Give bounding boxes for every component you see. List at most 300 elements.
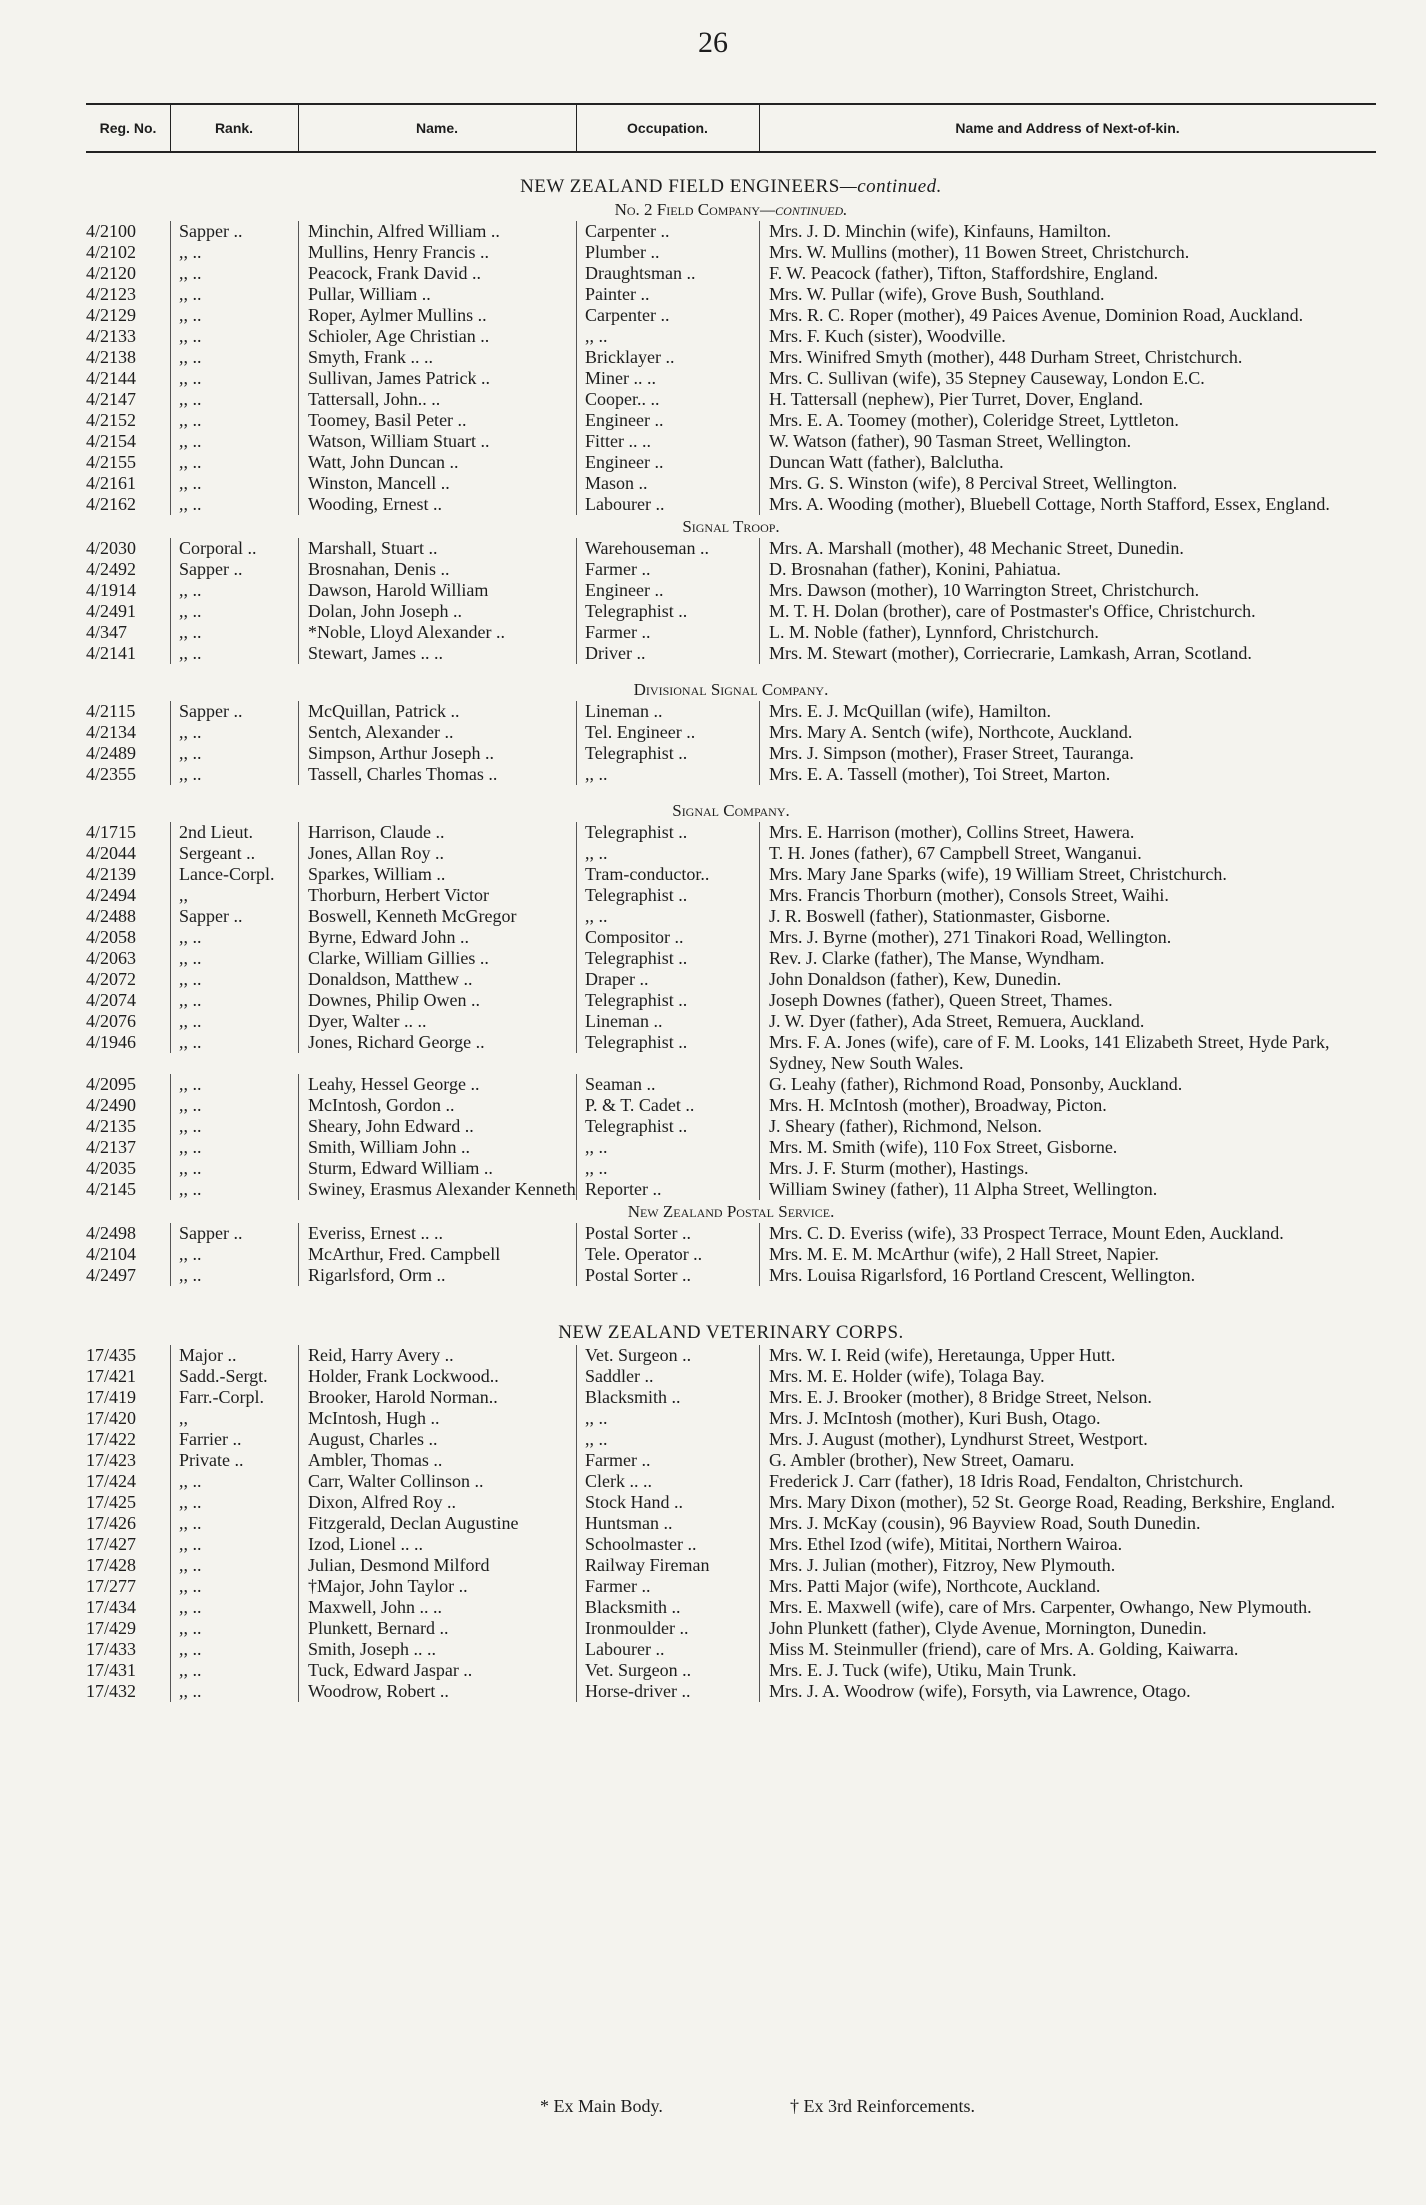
table-row (86, 1534, 1376, 1555)
table-row (86, 347, 1376, 368)
reg-no-cell: 4/2030 (86, 538, 137, 558)
occupation-cell: Postal Sorter .. (576, 1223, 759, 1244)
rank-cell: ,, .. (170, 1011, 298, 1032)
occupation-cell: Telegraphist .. (576, 601, 759, 622)
next-of-kin-cell: Mrs. H. McIntosh (mother), Broadway, Picton. (759, 1095, 1376, 1116)
name-cell: McIntosh, Gordon .. (298, 1095, 576, 1116)
name-cell: Fitzgerald, Declan Augustine (298, 1513, 576, 1534)
table-row (86, 1223, 1376, 1244)
next-of-kin-cell: Mrs. E. A. Tassell (mother), Toi Street, Marton. (759, 764, 1376, 785)
rank-cell: ,, .. (170, 1660, 298, 1681)
reg-no-cell: 17/432 (86, 1681, 137, 1701)
section-title (86, 1322, 1376, 1343)
reg-no-cell: 4/2492 (86, 559, 137, 579)
rank-cell: ,, .. (170, 1179, 298, 1200)
rank-cell: ,, .. (170, 927, 298, 948)
rank-cell: Sadd.-Sergt. (170, 1366, 298, 1387)
reg-no-cell: 4/2489 (86, 743, 137, 763)
next-of-kin-cell: Mrs. W. Mullins (mother), 11 Bowen Street, Christchurch. (759, 242, 1376, 263)
rank-cell: ,, .. (170, 1116, 298, 1137)
table-row (86, 1032, 1376, 1074)
reg-no-cell: 4/2491 (86, 601, 137, 621)
next-of-kin-cell: John Plunkett (father), Clyde Avenue, Mornington, Dunedin. (759, 1618, 1376, 1639)
table-row (86, 221, 1376, 242)
next-of-kin-cell: Mrs. A. Marshall (mother), 48 Mechanic Street, Dunedin. (759, 538, 1376, 559)
next-of-kin-cell: Mrs. A. Wooding (mother), Bluebell Cottage, North Stafford, Essex, England. (759, 494, 1376, 515)
next-of-kin-cell: Mrs. W. I. Reid (wife), Heretaunga, Upper Hutt. (759, 1345, 1376, 1366)
name-cell: August, Charles .. (298, 1429, 576, 1450)
name-cell: Dyer, Walter .. .. (298, 1011, 576, 1032)
occupation-cell: Schoolmaster .. (576, 1534, 759, 1555)
table-row (86, 559, 1376, 580)
occupation-cell: Draper .. (576, 969, 759, 990)
occupation-cell: Cooper.. .. (576, 389, 759, 410)
table-row (86, 580, 1376, 601)
occupation-cell: Bricklayer .. (576, 347, 759, 368)
reg-no-cell: 4/2144 (86, 368, 137, 388)
occupation-cell: Miner .. .. (576, 368, 759, 389)
section-title-suffix: —continued. (839, 176, 942, 197)
rank-cell: ,, .. (170, 389, 298, 410)
table-row (86, 1555, 1376, 1576)
occupation-cell: Ironmoulder .. (576, 1618, 759, 1639)
occupation-cell: ,, .. (576, 1408, 759, 1429)
next-of-kin-cell: Mrs. C. Sullivan (wife), 35 Stepney Causeway, London E.C. (759, 368, 1376, 389)
reg-no-cell: 4/2162 (86, 494, 137, 514)
name-cell: Watt, John Duncan .. (298, 452, 576, 473)
next-of-kin-cell: Mrs. J. McIntosh (mother), Kuri Bush, Otago. (759, 1408, 1376, 1429)
table-row (86, 969, 1376, 990)
rank-cell: Major .. (170, 1345, 298, 1366)
name-cell: Sullivan, James Patrick .. (298, 368, 576, 389)
occupation-cell: Seaman .. (576, 1074, 759, 1095)
rank-cell: Farrier .. (170, 1429, 298, 1450)
occupation-cell: Engineer .. (576, 452, 759, 473)
name-cell: Tuck, Edward Jaspar .. (298, 1660, 576, 1681)
table-row (86, 263, 1376, 284)
table-row (86, 242, 1376, 263)
reg-no-cell: 4/2137 (86, 1137, 137, 1157)
name-cell: McQuillan, Patrick .. (298, 701, 576, 722)
name-cell: Simpson, Arthur Joseph .. (298, 743, 576, 764)
next-of-kin-cell: Mrs. C. D. Everiss (wife), 33 Prospect Terrace, Mount Eden, Auckland. (759, 1223, 1376, 1244)
section-title (86, 176, 1376, 197)
occupation-cell: Tele. Operator .. (576, 1244, 759, 1265)
table-row (86, 1492, 1376, 1513)
reg-no-cell: 4/2129 (86, 305, 137, 325)
rank-cell: ,, .. (170, 764, 298, 785)
table-row (86, 1265, 1376, 1286)
name-cell: Mullins, Henry Francis .. (298, 242, 576, 263)
reg-no-cell: 17/429 (86, 1618, 137, 1638)
rank-cell: ,, .. (170, 948, 298, 969)
name-cell: Sentch, Alexander .. (298, 722, 576, 743)
name-cell: Everiss, Ernest .. .. (298, 1223, 576, 1244)
rank-cell: ,, (170, 885, 298, 906)
table-row (86, 1471, 1376, 1492)
rank-cell: ,, .. (170, 969, 298, 990)
rank-cell: ,, .. (170, 1492, 298, 1513)
header-occupation: Occupation. (627, 120, 708, 136)
table-row (86, 1345, 1376, 1366)
table-row (86, 494, 1376, 515)
rank-cell: ,, .. (170, 722, 298, 743)
next-of-kin-cell: Mrs. W. Pullar (wife), Grove Bush, Southland. (759, 284, 1376, 305)
occupation-cell: Blacksmith .. (576, 1387, 759, 1408)
section-subtitle (86, 1201, 1376, 1222)
table-row (86, 948, 1376, 969)
rank-cell: Private .. (170, 1450, 298, 1471)
rank-cell: ,, .. (170, 242, 298, 263)
name-cell: Peacock, Frank David .. (298, 263, 576, 284)
occupation-cell: ,, .. (576, 1158, 759, 1179)
name-cell: Sparkes, William .. (298, 864, 576, 885)
name-cell: Marshall, Stuart .. (298, 538, 576, 559)
next-of-kin-cell: Rev. J. Clarke (father), The Manse, Wyndham. (759, 948, 1376, 969)
table-row (86, 864, 1376, 885)
name-cell: Pullar, William .. (298, 284, 576, 305)
table-row (86, 389, 1376, 410)
section-subtitle (86, 800, 1376, 821)
reg-no-cell: 4/2494 (86, 885, 137, 905)
next-of-kin-cell: J. R. Boswell (father), Stationmaster, Gisborne. (759, 906, 1376, 927)
table-row (86, 1660, 1376, 1681)
occupation-cell: Engineer .. (576, 410, 759, 431)
table-row (86, 843, 1376, 864)
rank-cell: Sapper .. (170, 906, 298, 927)
next-of-kin-cell: John Donaldson (father), Kew, Dunedin. (759, 969, 1376, 990)
next-of-kin-cell: Mrs. J. Byrne (mother), 271 Tinakori Road, Wellington. (759, 927, 1376, 948)
rank-cell: ,, .. (170, 1681, 298, 1702)
section-subtitle (86, 516, 1376, 537)
reg-no-cell: 17/277 (86, 1576, 137, 1596)
name-cell: Izod, Lionel .. .. (298, 1534, 576, 1555)
next-of-kin-cell: L. M. Noble (father), Lynnford, Christchurch. (759, 622, 1376, 643)
occupation-cell: Farmer .. (576, 1450, 759, 1471)
page-number: 26 (698, 26, 728, 59)
rank-cell: Sapper .. (170, 559, 298, 580)
reg-no-cell: 4/2035 (86, 1158, 137, 1178)
name-cell: Holder, Frank Lockwood.. (298, 1366, 576, 1387)
reg-no-cell: 4/2072 (86, 969, 137, 989)
name-cell: Toomey, Basil Peter .. (298, 410, 576, 431)
table-row (86, 1095, 1376, 1116)
table-row (86, 990, 1376, 1011)
rank-cell: Sapper .. (170, 701, 298, 722)
table-row (86, 643, 1376, 664)
rank-cell: ,, .. (170, 368, 298, 389)
name-cell: Tattersall, John.. .. (298, 389, 576, 410)
reg-no-cell: 4/2135 (86, 1116, 137, 1136)
name-cell: Downes, Philip Owen .. (298, 990, 576, 1011)
occupation-cell: Clerk .. .. (576, 1471, 759, 1492)
rank-cell: ,, .. (170, 452, 298, 473)
name-cell: *Noble, Lloyd Alexander .. (298, 622, 576, 643)
table-row (86, 1639, 1376, 1660)
section-subtitle-text: New Zealand Postal Service. (627, 1202, 835, 1221)
rank-cell: ,, (170, 1408, 298, 1429)
roll-section (86, 1201, 1376, 1286)
reg-no-cell: 4/2074 (86, 990, 137, 1010)
table-row (86, 305, 1376, 326)
next-of-kin-cell: Mrs. Mary Jane Sparks (wife), 19 William Street, Christchurch. (759, 864, 1376, 885)
name-cell: Boswell, Kenneth McGregor (298, 906, 576, 927)
occupation-cell: Farmer .. (576, 622, 759, 643)
reg-no-cell: 17/434 (86, 1597, 137, 1617)
name-cell: Schioler, Age Christian .. (298, 326, 576, 347)
table-row (86, 326, 1376, 347)
name-cell: Carr, Walter Collinson .. (298, 1471, 576, 1492)
next-of-kin-cell: Joseph Downes (father), Queen Street, Thames. (759, 990, 1376, 1011)
header-rank: Rank. (214, 120, 254, 136)
table-row (86, 284, 1376, 305)
name-cell: Jones, Richard George .. (298, 1032, 576, 1053)
name-cell: Leahy, Hessel George .. (298, 1074, 576, 1095)
next-of-kin-cell: Mrs. F. A. Jones (wife), care of F. M. Looks, 141 Elizabeth Street, Hyde Park, Sydney, New South Wales. (759, 1032, 1376, 1074)
name-cell: Brooker, Harold Norman.. (298, 1387, 576, 1408)
reg-no-cell: 4/1715 (86, 822, 137, 842)
occupation-cell: Huntsman .. (576, 1513, 759, 1534)
table-row (86, 1429, 1376, 1450)
table-row (86, 1244, 1376, 1265)
name-cell: Dolan, John Joseph .. (298, 601, 576, 622)
name-cell: Watson, William Stuart .. (298, 431, 576, 452)
occupation-cell: Farmer .. (576, 559, 759, 580)
table-row (86, 622, 1376, 643)
name-cell: Wooding, Ernest .. (298, 494, 576, 515)
occupation-cell: Telegraphist .. (576, 885, 759, 906)
name-cell: Harrison, Claude .. (298, 822, 576, 843)
rank-cell: Sapper .. (170, 221, 298, 242)
table-row (86, 1450, 1376, 1471)
rank-cell: ,, .. (170, 990, 298, 1011)
table-row (86, 701, 1376, 722)
next-of-kin-cell: Mrs. E. J. Tuck (wife), Utiku, Main Trunk. (759, 1660, 1376, 1681)
section-subtitle-suffix: —continued. (760, 200, 848, 219)
name-cell: Tassell, Charles Thomas .. (298, 764, 576, 785)
header-next-of-kin: Name and Address of Next-of-kin. (955, 120, 1180, 136)
reg-no-cell: 17/420 (86, 1408, 137, 1428)
table-row (86, 1179, 1376, 1200)
table-row (86, 538, 1376, 559)
occupation-cell: Mason .. (576, 473, 759, 494)
table-row (86, 822, 1376, 843)
rank-cell: ,, .. (170, 1597, 298, 1618)
next-of-kin-cell: Mrs. E. A. Toomey (mother), Coleridge Street, Lyttleton. (759, 410, 1376, 431)
occupation-cell: Vet. Surgeon .. (576, 1345, 759, 1366)
next-of-kin-cell: W. Watson (father), 90 Tasman Street, Wellington. (759, 431, 1376, 452)
reg-no-cell: 4/2095 (86, 1074, 137, 1094)
occupation-cell: Lineman .. (576, 1011, 759, 1032)
table-row (86, 927, 1376, 948)
section-title-text: NEW ZEALAND FIELD ENGINEERS (520, 176, 840, 197)
next-of-kin-cell: Mrs. G. S. Winston (wife), 8 Percival Street, Wellington. (759, 473, 1376, 494)
next-of-kin-cell: Mrs. M. E. Holder (wife), Tolaga Bay. (759, 1366, 1376, 1387)
section-subtitle (86, 199, 1376, 220)
table-row (86, 1366, 1376, 1387)
roll-section (86, 785, 1376, 1200)
occupation-cell: Telegraphist .. (576, 822, 759, 843)
table-row (86, 906, 1376, 927)
name-cell: Thorburn, Herbert Victor (298, 885, 576, 906)
next-of-kin-cell: Mrs. R. C. Roper (mother), 49 Paices Avenue, Dominion Road, Auckland. (759, 305, 1376, 326)
next-of-kin-cell: Mrs. Mary A. Sentch (wife), Northcote, Auckland. (759, 722, 1376, 743)
occupation-cell: Horse-driver .. (576, 1681, 759, 1702)
rank-cell: ,, .. (170, 284, 298, 305)
occupation-cell: Reporter .. (576, 1179, 759, 1200)
reg-no-cell: 4/2133 (86, 326, 137, 346)
rank-cell: ,, .. (170, 1618, 298, 1639)
occupation-cell: Telegraphist .. (576, 948, 759, 969)
next-of-kin-cell: Mrs. E. Maxwell (wife), care of Mrs. Carpenter, Owhango, New Plymouth. (759, 1597, 1376, 1618)
occupation-cell: ,, .. (576, 1429, 759, 1450)
rank-cell: ,, .. (170, 1265, 298, 1286)
table-row (86, 885, 1376, 906)
next-of-kin-cell: Mrs. J. August (mother), Lyndhurst Street, Westport. (759, 1429, 1376, 1450)
name-cell: Swiney, Erasmus Alexander Kenneth (298, 1179, 576, 1200)
section-subtitle-text: Signal Troop. (682, 517, 780, 536)
reg-no-cell: 4/2161 (86, 473, 137, 493)
occupation-cell: Engineer .. (576, 580, 759, 601)
next-of-kin-cell: Mrs. Louisa Rigarlsford, 16 Portland Crescent, Wellington. (759, 1265, 1376, 1286)
reg-no-cell: 4/2154 (86, 431, 137, 451)
reg-no-cell: 4/2123 (86, 284, 137, 304)
occupation-cell: ,, .. (576, 843, 759, 864)
next-of-kin-cell: Mrs. E. Harrison (mother), Collins Street, Hawera. (759, 822, 1376, 843)
next-of-kin-cell: Mrs. E. J. Brooker (mother), 8 Bridge Street, Nelson. (759, 1387, 1376, 1408)
name-cell: Stewart, James .. .. (298, 643, 576, 664)
reg-no-cell: 4/2490 (86, 1095, 137, 1115)
name-cell: Dawson, Harold William (298, 580, 576, 601)
occupation-cell: Blacksmith .. (576, 1597, 759, 1618)
name-cell: Smyth, Frank .. .. (298, 347, 576, 368)
next-of-kin-cell: William Swiney (father), 11 Alpha Street, Wellington. (759, 1179, 1376, 1200)
reg-no-cell: 4/2145 (86, 1179, 137, 1199)
name-cell: McArthur, Fred. Campbell (298, 1244, 576, 1265)
table-row (86, 1618, 1376, 1639)
next-of-kin-cell: Mrs. Patti Major (wife), Northcote, Auckland. (759, 1576, 1376, 1597)
table-row (86, 431, 1376, 452)
next-of-kin-cell: Mrs. F. Kuch (sister), Woodville. (759, 326, 1376, 347)
reg-no-cell: 4/2498 (86, 1223, 137, 1243)
next-of-kin-cell: J. Sheary (father), Richmond, Nelson. (759, 1116, 1376, 1137)
table-row (86, 722, 1376, 743)
table-row (86, 601, 1376, 622)
name-cell: Dixon, Alfred Roy .. (298, 1492, 576, 1513)
reg-no-cell: 17/435 (86, 1345, 137, 1365)
occupation-cell: Driver .. (576, 643, 759, 664)
reg-no-cell: 17/431 (86, 1660, 137, 1680)
footnote-ex-3rd-reinforcements: † Ex 3rd Reinforcements. (790, 2096, 975, 2116)
occupation-cell: P. & T. Cadet .. (576, 1095, 759, 1116)
name-cell: Ambler, Thomas .. (298, 1450, 576, 1471)
table-row (86, 1681, 1376, 1702)
next-of-kin-cell: Mrs. M. E. M. McArthur (wife), 2 Hall Street, Napier. (759, 1244, 1376, 1265)
reg-no-cell: 4/2076 (86, 1011, 137, 1031)
table-row (86, 1597, 1376, 1618)
section-spacer (86, 1286, 1376, 1316)
roll-section (86, 1286, 1376, 1702)
next-of-kin-cell: Mrs. M. Stewart (mother), Corriecrarie, Lamkash, Arran, Scotland. (759, 643, 1376, 664)
reg-no-cell: 4/2139 (86, 864, 137, 884)
reg-no-cell: 17/423 (86, 1450, 137, 1470)
next-of-kin-cell: Mrs. Mary Dixon (mother), 52 St. George Road, Reading, Berkshire, England. (759, 1492, 1376, 1513)
next-of-kin-cell: Mrs. Francis Thorburn (mother), Consols Street, Waihi. (759, 885, 1376, 906)
rank-cell: ,, .. (170, 1244, 298, 1265)
name-cell: Rigarlsford, Orm .. (298, 1265, 576, 1286)
section-subtitle (86, 679, 1376, 700)
rank-cell: ,, .. (170, 1158, 298, 1179)
next-of-kin-cell: Mrs. J. F. Sturm (mother), Hastings. (759, 1158, 1376, 1179)
occupation-cell: ,, .. (576, 764, 759, 785)
rank-cell: ,, .. (170, 1095, 298, 1116)
next-of-kin-cell: Mrs. J. Julian (mother), Fitzroy, New Plymouth. (759, 1555, 1376, 1576)
reg-no-cell: 4/2063 (86, 948, 137, 968)
occupation-cell: Telegraphist .. (576, 1032, 759, 1053)
rank-cell: ,, .. (170, 580, 298, 601)
table-row (86, 764, 1376, 785)
rank-cell: Farr.-Corpl. (170, 1387, 298, 1408)
reg-no-cell: 4/2355 (86, 764, 137, 784)
table-row (86, 1158, 1376, 1179)
occupation-cell: Labourer .. (576, 494, 759, 515)
rank-cell: ,, .. (170, 347, 298, 368)
name-cell: Sheary, John Edward .. (298, 1116, 576, 1137)
occupation-cell: Saddler .. (576, 1366, 759, 1387)
name-cell: Jones, Allan Roy .. (298, 843, 576, 864)
occupation-cell: Plumber .. (576, 242, 759, 263)
section-spacer (86, 664, 1376, 678)
section-title-text: NEW ZEALAND VETERINARY CORPS. (558, 1322, 904, 1343)
occupation-cell: Carpenter .. (576, 305, 759, 326)
next-of-kin-cell: Mrs. J. Simpson (mother), Fraser Street, Tauranga. (759, 743, 1376, 764)
next-of-kin-cell: Miss M. Steinmuller (friend), care of Mrs. A. Golding, Kaiwarra. (759, 1639, 1376, 1660)
table-row (86, 1137, 1376, 1158)
name-cell: Reid, Harry Avery .. (298, 1345, 576, 1366)
reg-no-cell: 4/2120 (86, 263, 137, 283)
name-cell: †Major, John Taylor .. (298, 1576, 576, 1597)
reg-no-cell: 4/2044 (86, 843, 137, 863)
next-of-kin-cell: Duncan Watt (father), Balclutha. (759, 452, 1376, 473)
reg-no-cell: 4/2115 (86, 701, 136, 721)
occupation-cell: Vet. Surgeon .. (576, 1660, 759, 1681)
next-of-kin-cell: Mrs. Winifred Smyth (mother), 448 Durham Street, Christchurch. (759, 347, 1376, 368)
reg-no-cell: 17/419 (86, 1387, 137, 1407)
next-of-kin-cell: M. T. H. Dolan (brother), care of Postmaster's Office, Christchurch. (759, 601, 1376, 622)
occupation-cell: Fitter .. .. (576, 431, 759, 452)
reg-no-cell: 4/2497 (86, 1265, 137, 1285)
reg-no-cell: 4/2104 (86, 1244, 137, 1264)
reg-no-cell: 17/424 (86, 1471, 137, 1491)
name-cell: Smith, William John .. (298, 1137, 576, 1158)
next-of-kin-cell: T. H. Jones (father), 67 Campbell Street, Wanganui. (759, 843, 1376, 864)
table-row (86, 452, 1376, 473)
table-row (86, 1513, 1376, 1534)
occupation-cell: Draughtsman .. (576, 263, 759, 284)
reg-no-cell: 4/347 (86, 622, 128, 642)
rank-cell: Lance-Corpl. (170, 864, 298, 885)
rank-cell: ,, .. (170, 1639, 298, 1660)
rank-cell: ,, .. (170, 1555, 298, 1576)
rank-cell: ,, .. (170, 643, 298, 664)
occupation-cell: Lineman .. (576, 701, 759, 722)
next-of-kin-cell: Frederick J. Carr (father), 18 Idris Road, Fendalton, Christchurch. (759, 1471, 1376, 1492)
table-row (86, 1074, 1376, 1095)
table-row (86, 1116, 1376, 1137)
rank-cell: ,, .. (170, 1534, 298, 1555)
rank-cell: ,, .. (170, 622, 298, 643)
rank-cell: ,, .. (170, 1513, 298, 1534)
